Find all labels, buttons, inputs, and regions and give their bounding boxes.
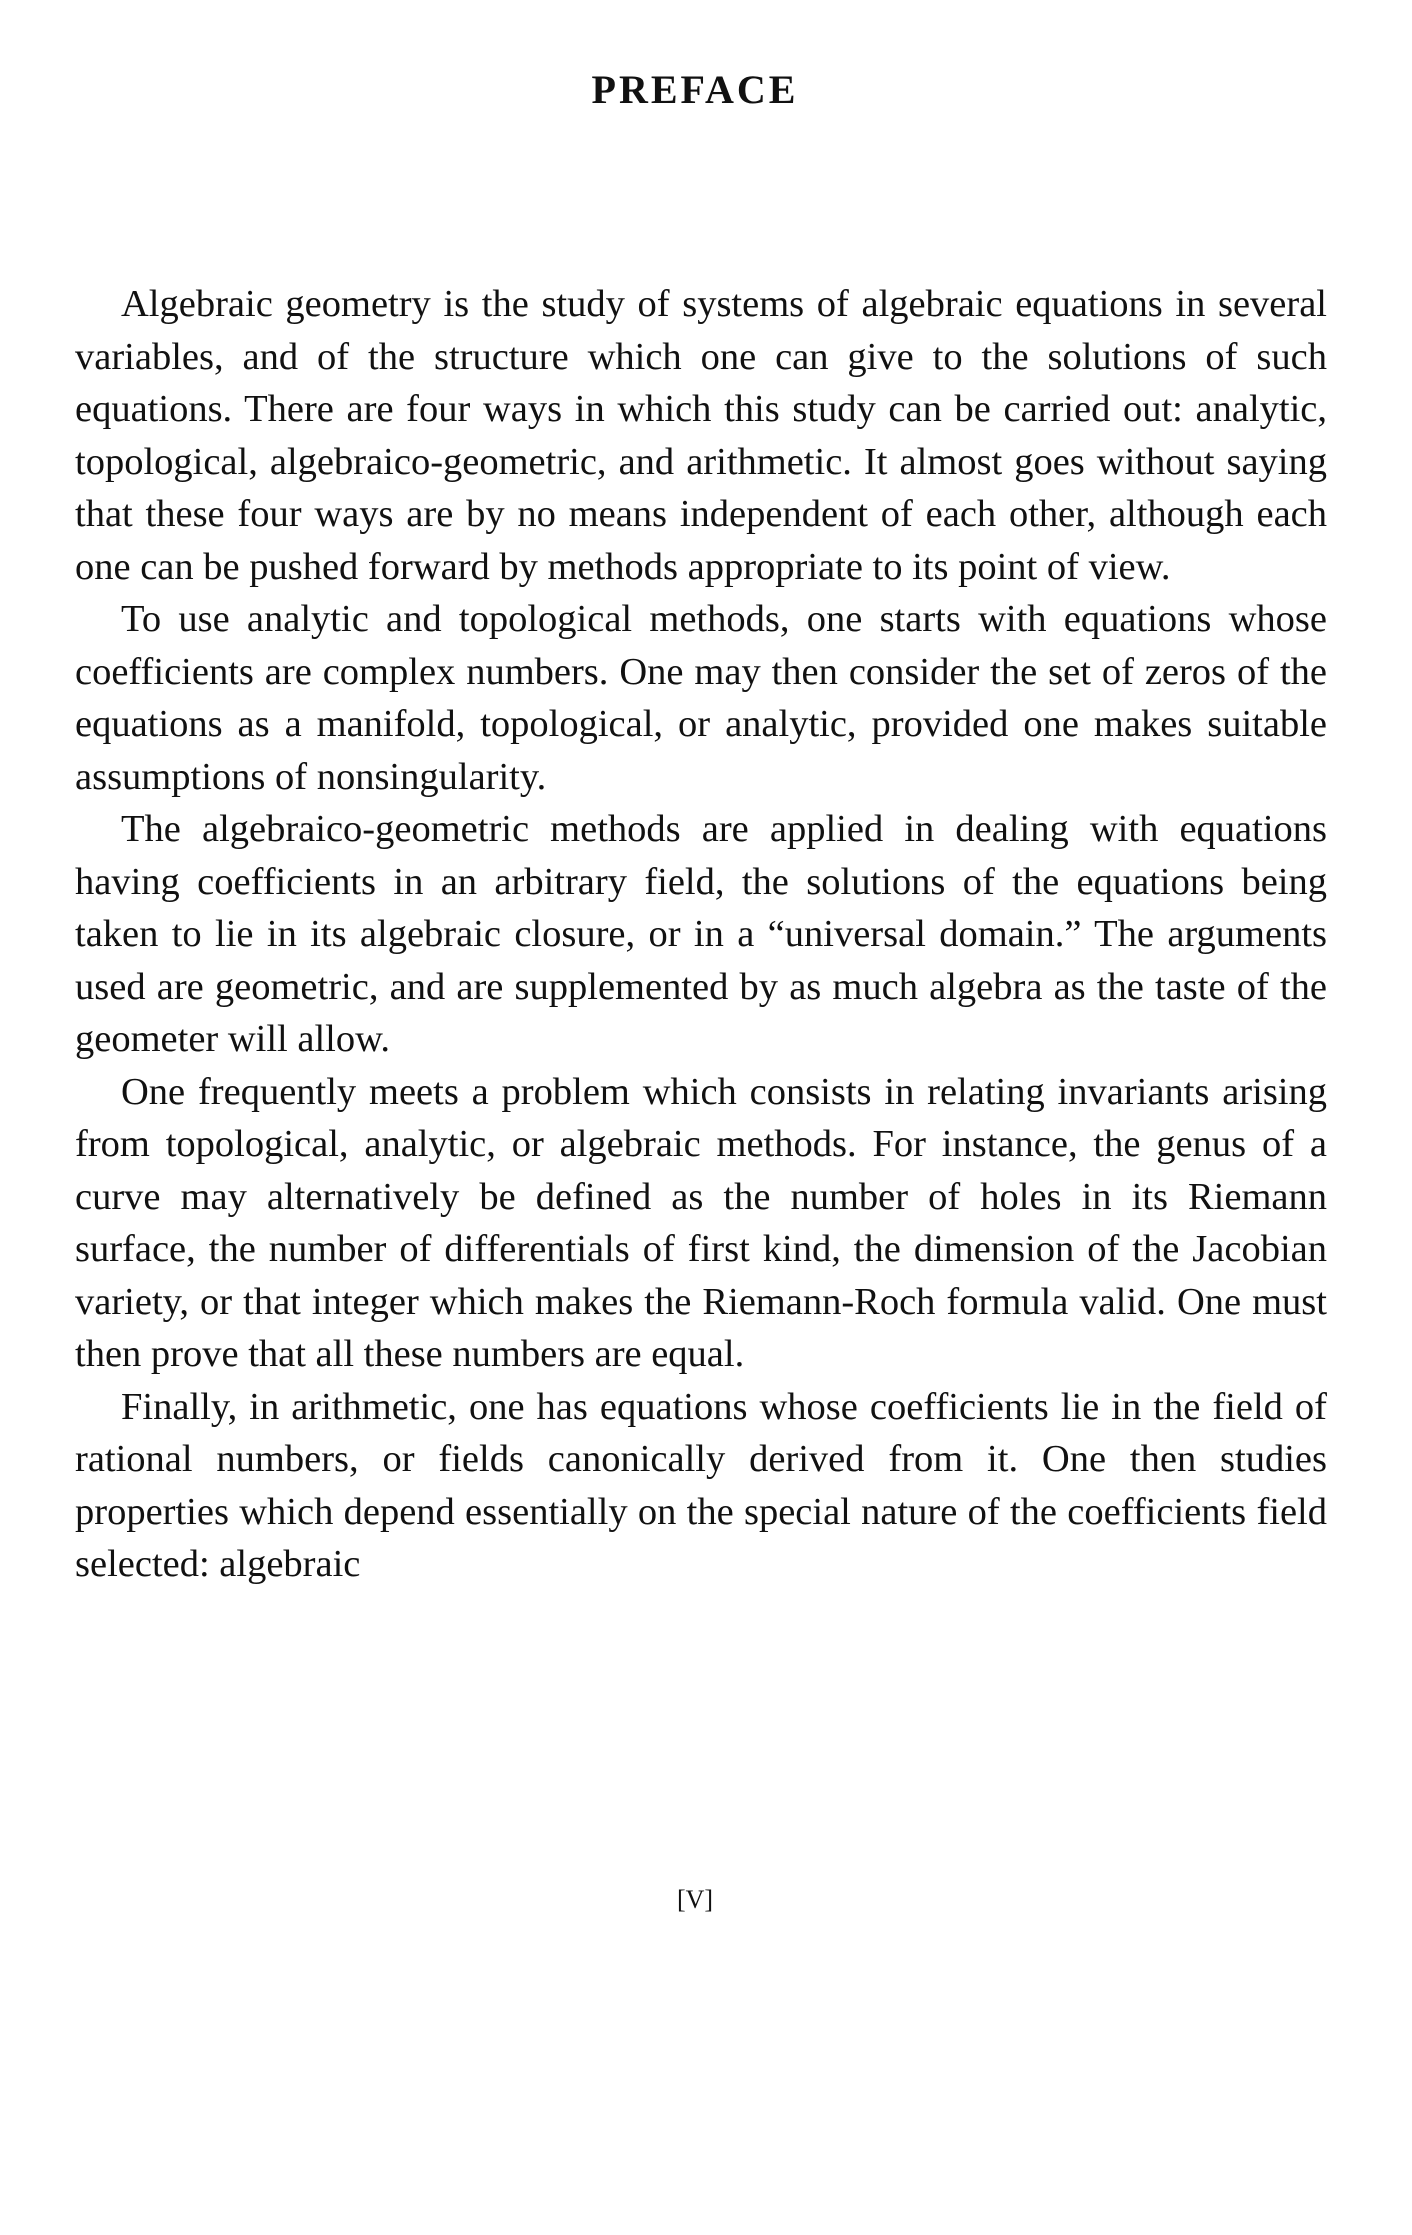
- paragraph-4: One frequently meets a problem which consists in relating invariants arising from topological, analytic, or algebraic methods. For instance, the genus of a curve may alternatively be defined as the number of holes in its Riemann surface, the number of differentials of first kind, the dimension of the Jacobian variety, or that integer which makes the Riemann-Roch formula valid. One must then prove that all these numbers are equal.: [75, 1070, 1327, 1375]
- preface-body: [75, 278, 1327, 1591]
- paragraph-2: To use analytic and topological methods, one starts with equations whose coefficients are complex numbers. One may then consider the set of zeros of the equations as a manifold, topological, or analytic, provided one makes suitable assumptions of nonsingularity.: [75, 598, 1327, 798]
- page-title: PREFACE: [591, 67, 799, 112]
- paragraph-1: Algebraic geometry is the study of systems of algebraic equations in several variables, and of the structure which one can give to the solutions of such equations. There are four ways in which this study can be carried out: analytic, topological, algebraico-geometric, and arithmetic. It almost goes without saying that these four ways are by no means independent of each other, although each one can be pushed forward by methods appropriate to its point of view.: [75, 283, 1327, 588]
- page-number: [V]: [676, 1885, 714, 1914]
- paragraph-3: The algebraico-geometric methods are applied in dealing with equations having coefficients in an arbitrary field, the solutions of the equations being taken to lie in its algebraic closure, or in a “universal domain.” The arguments used are geometric, and are supplemented by as much algebra as the taste of the geometer will allow.: [75, 808, 1327, 1060]
- paragraph-5: Finally, in arithmetic, one has equations whose coefficients lie in the field of rational numbers, or fields canonically derived from it. One then studies properties which depend essentially on the special nature of the coefficients field selected: algebraic: [75, 1385, 1327, 1585]
